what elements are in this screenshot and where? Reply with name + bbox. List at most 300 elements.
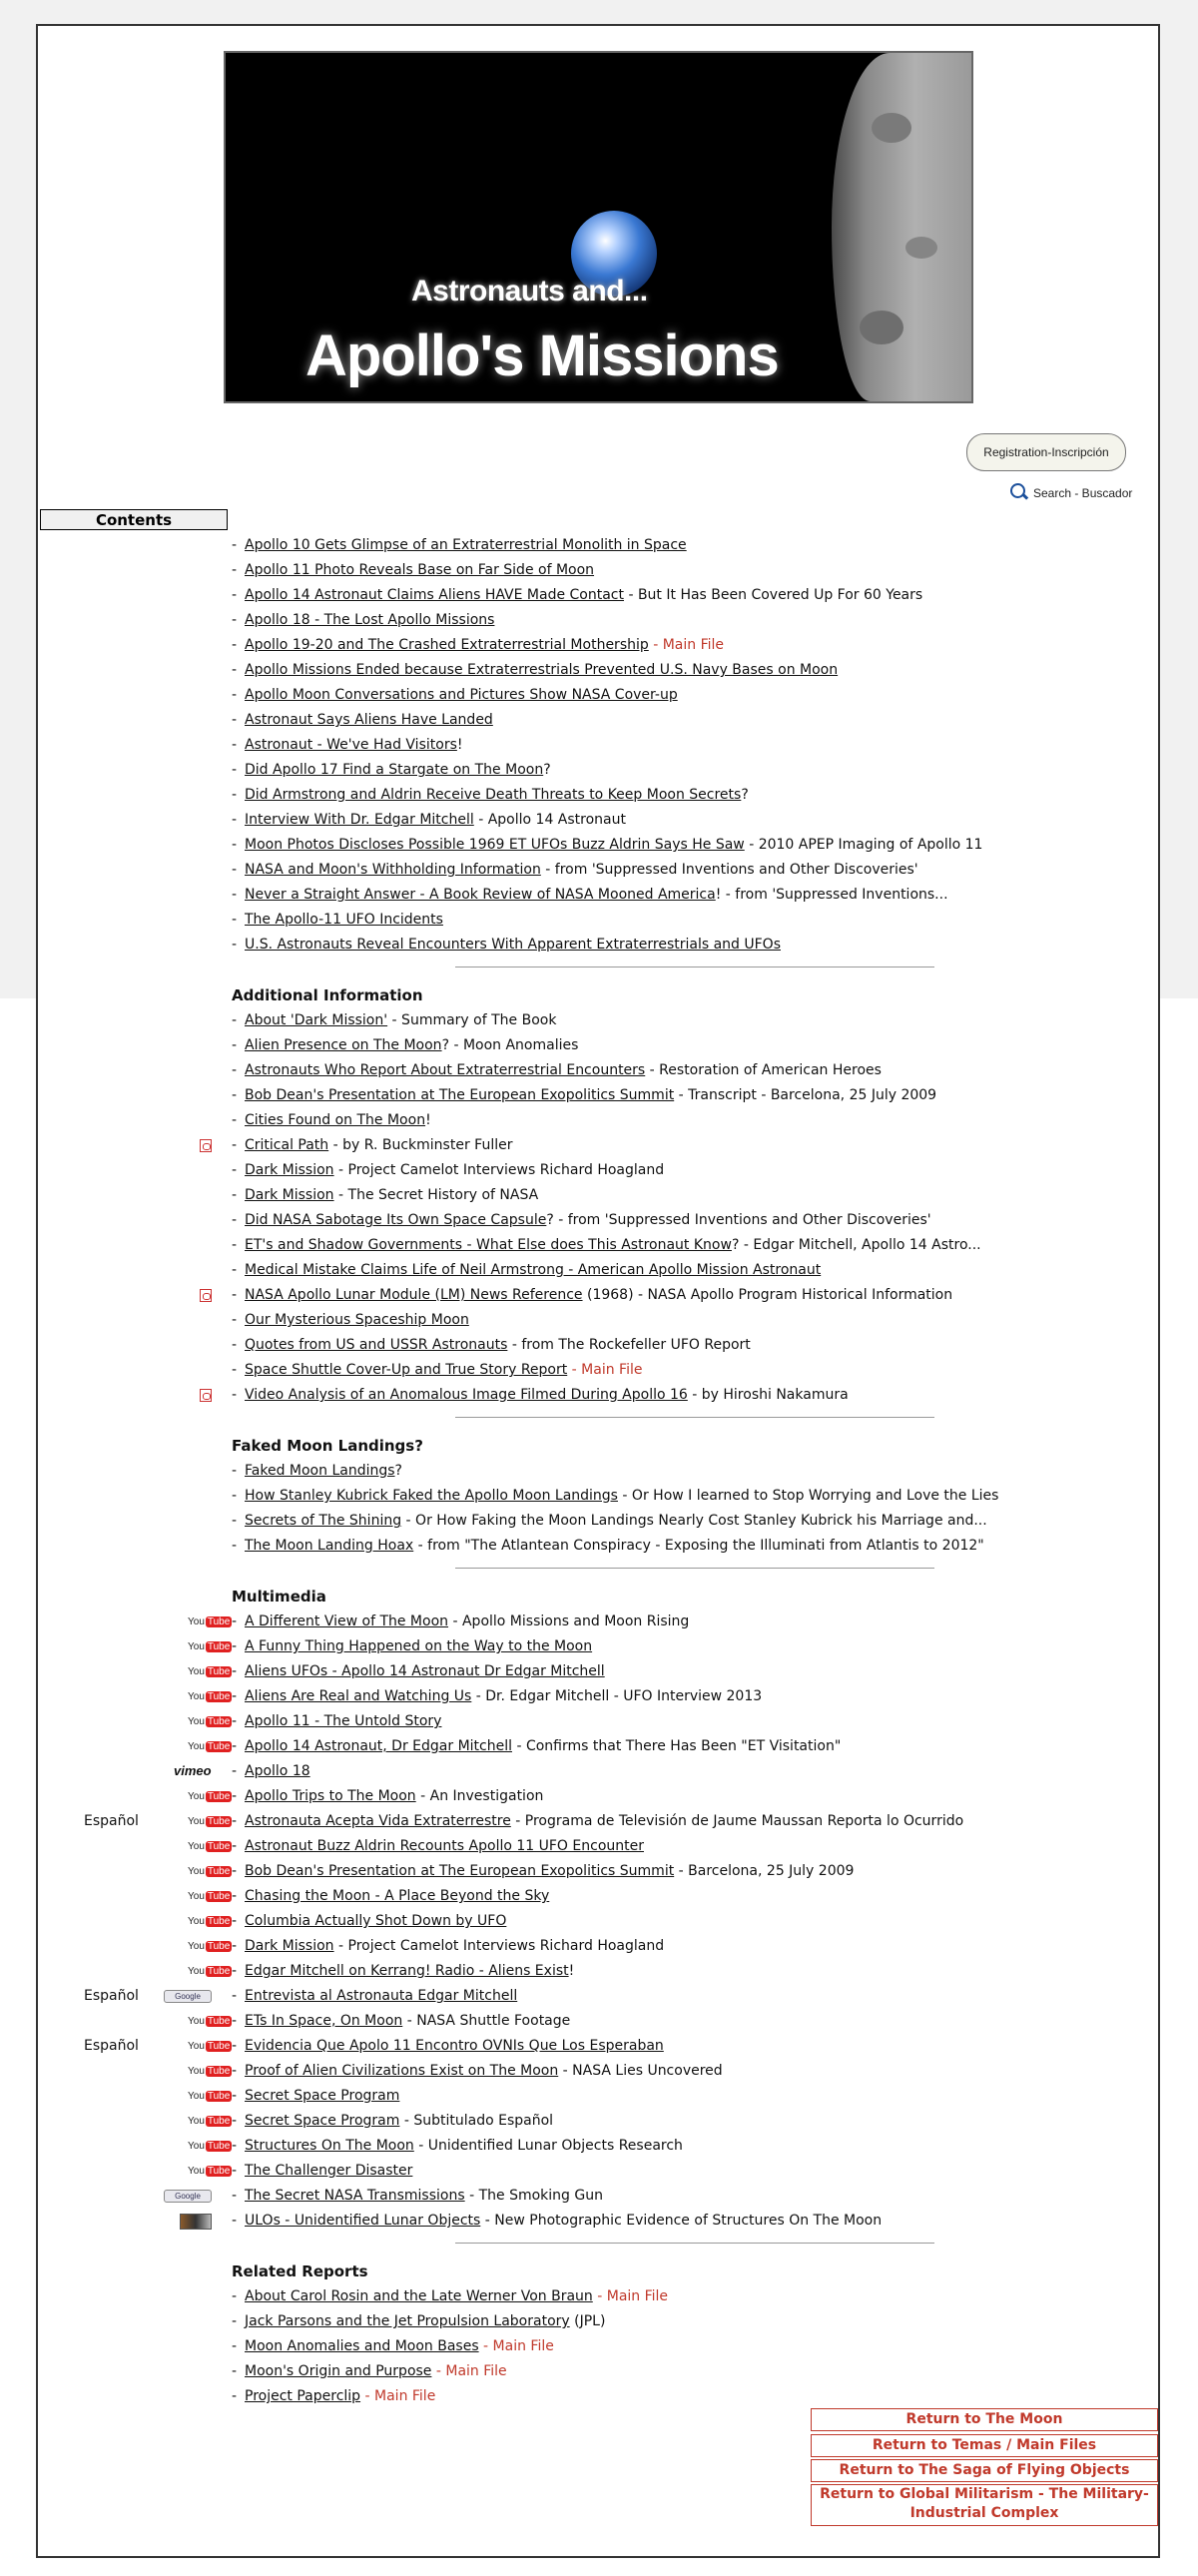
list-item <box>232 1233 998 1258</box>
link[interactable]: The Apollo-11 UFO Incidents <box>245 912 443 928</box>
link[interactable]: Jack Parsons and the Jet Propulsion Laboratory <box>245 2313 570 2329</box>
link[interactable]: Alien Presence on The Moon <box>245 1037 442 1053</box>
list-item <box>232 2209 998 2234</box>
item-description: - Summary of The Book <box>387 1012 557 1028</box>
bullet-dash: - <box>232 537 238 553</box>
list-item <box>232 683 998 708</box>
item-description: ? <box>543 762 551 778</box>
bullet-dash: - <box>232 1988 238 2004</box>
link[interactable]: ETs In Space, On Moon <box>245 2013 403 2029</box>
section-heading: Faked Moon Landings? <box>232 1437 423 1455</box>
item-description: ? <box>394 1463 402 1479</box>
main-file-label: - Main File <box>567 1362 643 1378</box>
link[interactable]: Apollo 11 - The Untold Story <box>245 1713 442 1729</box>
list-item <box>232 733 998 758</box>
bullet-dash: - <box>232 1938 238 1954</box>
bullet-dash: - <box>232 562 238 578</box>
list-item <box>232 1083 998 1108</box>
bullet-dash: - <box>232 812 238 828</box>
bullet-dash: - <box>232 1212 238 1228</box>
bullet-dash: - <box>232 1663 238 1679</box>
link[interactable]: Did Armstrong and Aldrin Receive Death Threats to Keep Moon Secrets <box>245 787 742 803</box>
list-item <box>232 583 998 608</box>
link[interactable]: Astronaut Buzz Aldrin Recounts Apollo 11 UFO Encounter <box>245 1838 644 1854</box>
link[interactable]: Moon Photos Discloses Possible 1969 ET UFOs Buzz Aldrin Says He Saw <box>245 837 745 853</box>
list-item <box>188 1834 998 1859</box>
bullet-dash: - <box>232 1738 238 1754</box>
bullet-dash: - <box>232 1262 238 1278</box>
list-item <box>232 1008 998 1033</box>
link[interactable]: Apollo 18 <box>245 1763 310 1779</box>
item-description: - Project Camelot Interviews Richard Hoagland <box>333 1162 665 1178</box>
link[interactable]: Bob Dean's Presentation at The European Exopolitics Summit <box>245 1863 675 1879</box>
link[interactable]: The Challenger Disaster <box>245 2163 413 2179</box>
bullet-dash: - <box>232 1913 238 1929</box>
link[interactable]: Moon's Origin and Purpose <box>245 2363 432 2379</box>
return-link[interactable]: Return to The Moon <box>811 2408 1158 2431</box>
list-item <box>232 658 998 683</box>
item-description: ! <box>425 1112 431 1128</box>
link[interactable]: Structures On The Moon <box>245 2138 414 2154</box>
bullet-dash: - <box>232 2088 238 2104</box>
youtube-icon: You Tube <box>188 1916 231 1927</box>
bullet-dash: - <box>232 1337 238 1353</box>
bullet-dash: - <box>232 1688 238 1704</box>
content-list <box>84 533 999 2409</box>
list-item <box>232 2284 998 2309</box>
main-file-label: - Main File <box>360 2388 436 2404</box>
youtube-icon: You Tube <box>188 2116 231 2127</box>
item-description: - Or How I learned to Stop Worrying and Love the Lies <box>617 1488 999 1504</box>
list-item <box>232 1108 998 1133</box>
link[interactable]: Astronaut - We've Had Visitors <box>245 737 457 753</box>
item-description: ? - Edgar Mitchell, Apollo 14 Astro... <box>731 1237 981 1253</box>
list-item <box>188 2109 998 2134</box>
bullet-dash: - <box>232 1062 238 1078</box>
section-divider <box>232 2234 998 2259</box>
item-description: ! <box>568 1963 575 1979</box>
bullet-dash: - <box>232 737 238 753</box>
list-item <box>232 1258 998 1283</box>
link[interactable]: ULOs - Unidentified Lunar Objects <box>245 2213 481 2229</box>
list-item <box>232 1383 998 1408</box>
item-description: ! <box>456 737 463 753</box>
bullet-dash: - <box>232 2038 238 2054</box>
item-description: - Transcript - Barcelona, 25 July 2009 <box>674 1087 937 1103</box>
bullet-dash: - <box>232 1713 238 1729</box>
link[interactable]: Video Analysis of an Anomalous Image Filmed During Apollo 16 <box>245 1387 688 1403</box>
bullet-dash: - <box>232 1963 238 1979</box>
item-description: - from The Rockefeller UFO Report <box>507 1337 751 1353</box>
item-description: - New Photographic Evidence of Structures On The Moon <box>480 2213 883 2229</box>
list-item <box>188 2134 998 2159</box>
list-item <box>232 1183 998 1208</box>
item-description: - Subtitulado Español <box>399 2113 554 2129</box>
item-description: - by Hiroshi Nakamura <box>687 1387 849 1403</box>
bullet-dash: - <box>232 587 238 603</box>
list-item <box>232 558 998 583</box>
link[interactable]: Columbia Actually Shot Down by UFO <box>245 1913 507 1929</box>
section-divider <box>232 1408 998 1434</box>
divider-line <box>455 1417 934 1418</box>
list-item <box>188 1734 998 1759</box>
youtube-icon: You Tube <box>188 1966 231 1977</box>
link[interactable]: Aliens Are Real and Watching Us <box>245 1688 472 1704</box>
list-item <box>232 808 998 833</box>
item-description: - But It Has Been Covered Up For 60 Years <box>624 587 923 603</box>
item-description: - from 'Suppressed Inventions and Other Discoveries' <box>540 862 918 878</box>
list-item <box>188 1634 998 1659</box>
list-item <box>84 2034 998 2059</box>
link[interactable]: Faked Moon Landings <box>245 1463 395 1479</box>
list-item <box>232 783 998 808</box>
item-description: ? - from 'Suppressed Inventions and Other Discoveries' <box>546 1212 931 1228</box>
bullet-dash: - <box>232 1187 238 1203</box>
list-item <box>232 2384 998 2409</box>
bullet-dash: - <box>232 1237 238 1253</box>
link[interactable]: Did Apollo 17 Find a Stargate on The Moon <box>245 762 544 778</box>
link[interactable]: Astronauta Acepta Vida Extraterrestre <box>245 1813 511 1829</box>
return-link[interactable]: Return to The Saga of Flying Objects <box>811 2459 1158 2482</box>
list-item <box>232 1509 998 1534</box>
section-heading: Related Reports <box>232 2262 368 2280</box>
list-item <box>232 1484 998 1509</box>
youtube-icon: You Tube <box>188 1741 231 1752</box>
link[interactable]: ET's and Shadow Governments - What Else does This Astronaut Know <box>245 1237 732 1253</box>
bullet-dash: - <box>232 712 238 728</box>
bullet-dash: - <box>232 1037 238 1053</box>
list-item <box>232 833 998 858</box>
link[interactable]: About 'Dark Mission' <box>245 1012 388 1028</box>
list-item <box>232 1133 998 1158</box>
bullet-dash: - <box>232 1838 238 1854</box>
item-description: - Unidentified Lunar Objects Research <box>413 2138 683 2154</box>
bullet-dash: - <box>232 1488 238 1504</box>
banner-image <box>224 51 973 403</box>
item-description: - Restoration of American Heroes <box>645 1062 882 1078</box>
bullet-dash: - <box>232 1387 238 1403</box>
list-item <box>188 1884 998 1909</box>
list-item <box>188 1709 998 1734</box>
section-divider <box>232 1559 998 1585</box>
bullet-dash: - <box>232 1638 238 1654</box>
list-item <box>188 1784 998 1809</box>
bullet-dash: - <box>232 2138 238 2154</box>
link[interactable]: Apollo 19-20 and The Crashed Extraterrestrial Mothership <box>245 637 649 653</box>
bullet-dash: - <box>232 1538 238 1554</box>
list-item <box>232 2309 998 2334</box>
list-item <box>188 1859 998 1884</box>
list-item <box>188 2084 998 2109</box>
item-description: - The Smoking Gun <box>464 2188 603 2204</box>
link[interactable]: About Carol Rosin and the Late Werner Von Braun <box>245 2288 593 2304</box>
list-item <box>232 883 998 908</box>
link[interactable]: Bob Dean's Presentation at The European Exopolitics Summit <box>245 1087 675 1103</box>
search-label: Search - Buscador <box>1033 486 1133 500</box>
bullet-dash: - <box>232 862 238 878</box>
link[interactable]: Apollo 18 - The Lost Apollo Missions <box>245 612 495 628</box>
list-item <box>84 1809 998 1834</box>
bullet-dash: - <box>232 2013 238 2029</box>
vimeo-icon: vimeo <box>174 1763 212 1778</box>
youtube-icon: You Tube <box>188 2066 231 2077</box>
bullet-dash: - <box>232 1788 238 1804</box>
language-label: Español <box>84 1988 139 2004</box>
list-item <box>232 2334 998 2359</box>
contents-heading: Contents <box>40 509 228 530</box>
bullet-dash: - <box>232 612 238 628</box>
list-item <box>188 1684 998 1709</box>
bullet-dash: - <box>232 887 238 903</box>
youtube-icon: You Tube <box>188 1941 231 1952</box>
bullet-dash: - <box>232 1112 238 1128</box>
item-description: (JPL) <box>569 2313 606 2329</box>
youtube-icon: You Tube <box>188 2041 231 2052</box>
bullet-dash: - <box>232 1162 238 1178</box>
bullet-dash: - <box>232 2388 238 2404</box>
bullet-dash: - <box>232 662 238 678</box>
item-description: - An Investigation <box>415 1788 544 1804</box>
list-item <box>84 1984 998 2009</box>
youtube-icon: You Tube <box>188 1841 231 1852</box>
youtube-icon: You Tube <box>188 2141 231 2152</box>
item-description: (1968) - NASA Apollo Program Historical Information <box>582 1287 953 1303</box>
list-item <box>188 1909 998 1934</box>
list-item <box>232 1308 998 1333</box>
bullet-dash: - <box>232 687 238 703</box>
bullet-dash: - <box>232 2113 238 2129</box>
pdf-icon <box>200 1289 212 1302</box>
link[interactable]: Evidencia Que Apolo 11 Encontro OVNIs Que Los Esperaban <box>245 2038 664 2054</box>
banner-subtitle: Astronauts and... <box>411 275 648 308</box>
list-item <box>232 633 998 658</box>
list-item <box>232 608 998 633</box>
link[interactable]: Secret Space Program <box>245 2088 400 2104</box>
item-description: - Project Camelot Interviews Richard Hoagland <box>333 1938 665 1954</box>
item-description: - Dr. Edgar Mitchell - UFO Interview 2013 <box>471 1688 763 1704</box>
list-item <box>174 1759 998 1784</box>
list-item <box>232 1333 998 1358</box>
main-file-label: - Main File <box>431 2363 507 2379</box>
item-description: ? - Moon Anomalies <box>441 1037 579 1053</box>
link[interactable]: Apollo Trips to The Moon <box>245 1788 416 1804</box>
link[interactable]: A Different View of The Moon <box>245 1613 449 1629</box>
bullet-dash: - <box>232 1312 238 1328</box>
link[interactable]: Chasing the Moon - A Place Beyond the Sky <box>245 1888 550 1904</box>
link[interactable]: Apollo Moon Conversations and Pictures Show NASA Cover-up <box>245 687 678 703</box>
bullet-dash: - <box>232 2288 238 2304</box>
youtube-icon: You Tube <box>188 1666 231 1677</box>
link[interactable]: Apollo 11 Photo Reveals Base on Far Side of Moon <box>245 562 595 578</box>
pdf-icon <box>200 1389 212 1402</box>
google-video-icon: Google <box>164 2190 212 2203</box>
link[interactable]: The Secret NASA Transmissions <box>245 2188 465 2204</box>
item-description: - NASA Lies Uncovered <box>558 2063 723 2079</box>
list-item <box>232 708 998 733</box>
item-description: - Barcelona, 25 July 2009 <box>674 1863 855 1879</box>
list-item <box>188 1610 998 1634</box>
bullet-dash: - <box>232 1137 238 1153</box>
item-description: - Or How Faking the Moon Landings Nearly Cost Stanley Kubrick his Marriage and... <box>401 1513 987 1529</box>
section-heading: Multimedia <box>232 1588 326 1606</box>
bullet-dash: - <box>232 937 238 953</box>
list-item <box>188 1659 998 1684</box>
link[interactable]: Critical Path <box>245 1137 329 1153</box>
search-icon <box>1010 483 1025 498</box>
section-divider <box>232 958 998 983</box>
link[interactable]: Astronauts Who Report About Extraterrestrial Encounters <box>245 1062 646 1078</box>
bullet-dash: - <box>232 2338 238 2354</box>
list-item <box>188 2009 998 2034</box>
list-item <box>188 2159 998 2184</box>
bullet-dash: - <box>232 2063 238 2079</box>
bullet-dash: - <box>232 2188 238 2204</box>
bullet-dash: - <box>232 2313 238 2329</box>
divider-line <box>455 2243 934 2244</box>
link[interactable]: Quotes from US and USSR Astronauts <box>245 1337 508 1353</box>
section-heading: Additional Information <box>232 986 423 1004</box>
bullet-dash: - <box>232 2213 238 2229</box>
link[interactable]: How Stanley Kubrick Faked the Apollo Moon Landings <box>245 1488 618 1504</box>
link[interactable]: The Moon Landing Hoax <box>245 1538 414 1554</box>
link[interactable]: Apollo Missions Ended because Extraterrestrials Prevented U.S. Navy Bases on Moon <box>245 662 839 678</box>
link[interactable]: Interview With Dr. Edgar Mitchell <box>245 812 474 828</box>
link[interactable]: Apollo 14 Astronaut Claims Aliens HAVE Made Contact <box>245 587 624 603</box>
link[interactable]: Our Mysterious Spaceship Moon <box>245 1312 469 1328</box>
list-item <box>232 758 998 783</box>
bullet-dash: - <box>232 912 238 928</box>
registration-button[interactable]: Registration-Inscripción <box>966 433 1126 471</box>
main-file-label: - Main File <box>592 2288 669 2304</box>
link[interactable]: NASA and Moon's Withholding Information <box>245 862 541 878</box>
google-video-icon: Google <box>164 1990 212 2003</box>
bullet-dash: - <box>232 1813 238 1829</box>
divider-line <box>455 966 934 967</box>
youtube-icon: You Tube <box>188 1866 231 1877</box>
link[interactable]: Never a Straight Answer - A Book Review of NASA Mooned America <box>245 887 716 903</box>
link[interactable]: NASA Apollo Lunar Module (LM) News Reference <box>245 1287 583 1303</box>
item-description: - Apollo Missions and Moon Rising <box>448 1613 690 1629</box>
youtube-icon: You Tube <box>188 1891 231 1902</box>
bullet-dash: - <box>232 637 238 653</box>
language-label: Español <box>84 1813 139 1829</box>
list-item <box>232 2359 998 2384</box>
return-link[interactable]: Return to Global Militarism - The Military-Industrial Complex <box>811 2484 1158 2526</box>
list-item <box>232 1208 998 1233</box>
youtube-icon: You Tube <box>188 1791 231 1802</box>
moon-surface <box>832 53 971 401</box>
link[interactable]: Dark Mission <box>245 1187 334 1203</box>
item-description: - NASA Shuttle Footage <box>402 2013 571 2029</box>
list-item <box>232 1058 998 1083</box>
link[interactable]: Edgar Mitchell on Kerrang! Radio - Aliens Exist <box>245 1963 569 1979</box>
youtube-icon: You Tube <box>188 1641 231 1652</box>
language-label: Español <box>84 2038 139 2054</box>
link[interactable]: Dark Mission <box>245 1938 334 1954</box>
bullet-dash: - <box>232 1362 238 1378</box>
link[interactable]: Moon Anomalies and Moon Bases <box>245 2338 479 2354</box>
bullet-dash: - <box>232 1287 238 1303</box>
list-item <box>175 2184 998 2209</box>
link[interactable]: Aliens UFOs - Apollo 14 Astronaut Dr Edgar Mitchell <box>245 1663 605 1679</box>
link[interactable]: Secrets of The Shining <box>245 1513 402 1529</box>
bullet-dash: - <box>232 2163 238 2179</box>
link[interactable]: Cities Found on The Moon <box>245 1112 426 1128</box>
link[interactable]: A Funny Thing Happened on the Way to the Moon <box>245 1638 593 1654</box>
bullet-dash: - <box>232 1613 238 1629</box>
list-item <box>188 1959 998 1984</box>
link[interactable]: Medical Mistake Claims Life of Neil Armstrong - American Apollo Mission Astronaut <box>245 1262 822 1278</box>
item-description: - The Secret History of NASA <box>333 1187 539 1203</box>
link[interactable]: Apollo 10 Gets Glimpse of an Extraterrestrial Monolith in Space <box>245 537 687 553</box>
link[interactable]: Astronaut Says Aliens Have Landed <box>245 712 493 728</box>
link[interactable]: Space Shuttle Cover-Up and True Story Report <box>245 1362 568 1378</box>
list-item <box>188 2059 998 2084</box>
link[interactable]: Project Paperclip <box>245 2388 361 2404</box>
list-item <box>232 908 998 933</box>
link[interactable]: Dark Mission <box>245 1162 334 1178</box>
list-item <box>232 1459 998 1484</box>
list-item <box>232 533 998 558</box>
main-file-label: - Main File <box>648 637 725 653</box>
youtube-icon: You Tube <box>188 1691 231 1702</box>
youtube-icon: You Tube <box>188 1616 231 1627</box>
link[interactable]: U.S. Astronauts Reveal Encounters With Apparent Extraterrestrials and UFOs <box>245 937 781 953</box>
item-description: ! - from 'Suppressed Inventions... <box>715 887 948 903</box>
item-description: - by R. Buckminster Fuller <box>328 1137 513 1153</box>
youtube-icon: You Tube <box>188 1716 231 1727</box>
bullet-dash: - <box>232 2363 238 2379</box>
bullet-dash: - <box>232 787 238 803</box>
item-description: - Apollo 14 Astronaut <box>473 812 626 828</box>
bullet-dash: - <box>232 1513 238 1529</box>
youtube-icon: You Tube <box>188 1816 231 1827</box>
link[interactable]: Entrevista al Astronauta Edgar Mitchell <box>245 1988 518 2004</box>
list-item <box>232 1534 998 1559</box>
bullet-dash: - <box>232 1863 238 1879</box>
bullet-dash: - <box>232 1012 238 1028</box>
list-item <box>188 1934 998 1959</box>
list-item <box>232 1033 998 1058</box>
list-item <box>232 858 998 883</box>
bullet-dash: - <box>232 1763 238 1779</box>
item-description: - Confirms that There Has Been "ET Visitation" <box>512 1738 842 1754</box>
bullet-dash: - <box>232 1463 238 1479</box>
youtube-icon: You Tube <box>188 2016 231 2027</box>
item-description: ? <box>741 787 749 803</box>
list-item <box>232 1158 998 1183</box>
link[interactable]: Secret Space Program <box>245 2113 400 2129</box>
image-icon <box>180 2214 212 2230</box>
bullet-dash: - <box>232 762 238 778</box>
list-item <box>232 1283 998 1308</box>
link[interactable]: Did NASA Sabotage Its Own Space Capsule <box>245 1212 547 1228</box>
youtube-icon: You Tube <box>188 2091 231 2102</box>
link[interactable]: Proof of Alien Civilizations Exist on The Moon <box>245 2063 559 2079</box>
youtube-icon: You Tube <box>188 2166 231 2177</box>
list-item <box>232 1358 998 1383</box>
bullet-dash: - <box>232 837 238 853</box>
main-file-label: - Main File <box>478 2338 554 2354</box>
banner-title: Apollo's Missions <box>305 323 779 388</box>
item-description: - 2010 APEP Imaging of Apollo 11 <box>744 837 983 853</box>
search-link[interactable] <box>1010 482 1132 500</box>
bullet-dash: - <box>232 1087 238 1103</box>
item-description: - from "The Atlantean Conspiracy - Exposing the Illuminati from Atlantis to 2012" <box>413 1538 984 1554</box>
divider-line <box>455 1568 934 1569</box>
return-link[interactable]: Return to Temas / Main Files <box>811 2434 1158 2457</box>
link[interactable]: Apollo 14 Astronaut, Dr Edgar Mitchell <box>245 1738 512 1754</box>
